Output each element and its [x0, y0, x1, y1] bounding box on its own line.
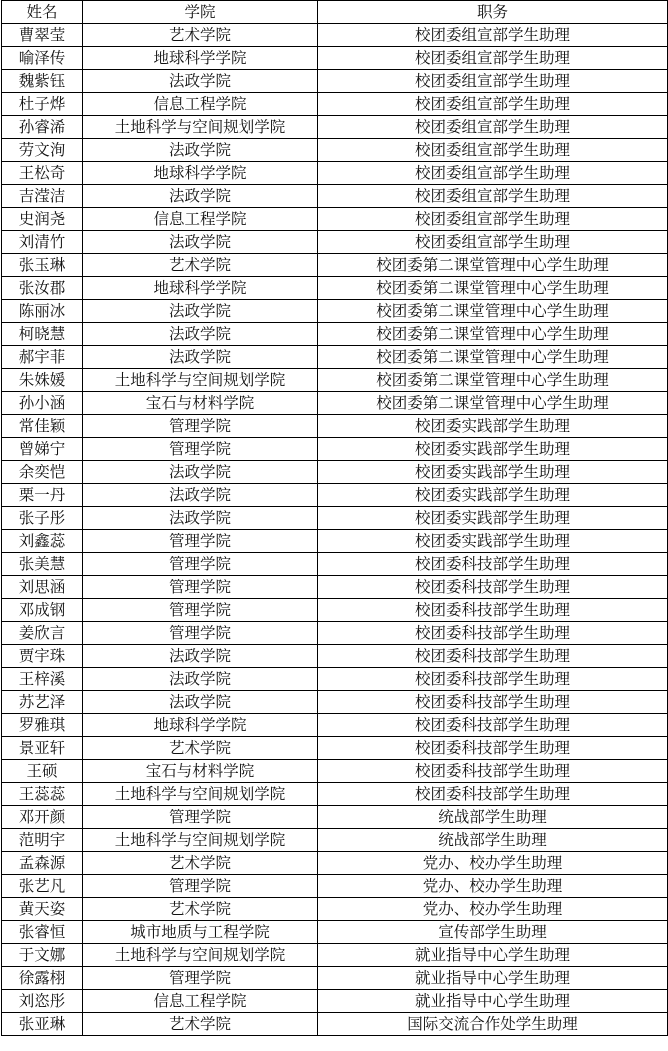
cell-position: 校团委科技部学生助理 [318, 645, 668, 668]
cell-college: 宝石与材料学院 [83, 392, 318, 415]
cell-college: 法政学院 [83, 668, 318, 691]
table-row [2, 24, 668, 47]
cell-position: 校团委第二课堂管理中心学生助理 [318, 323, 668, 346]
cell-name: 张汝郡 [2, 277, 83, 300]
cell-college: 管理学院 [83, 553, 318, 576]
table-row [2, 346, 668, 369]
cell-position: 校团委科技部学生助理 [318, 691, 668, 714]
cell-name: 陈丽冰 [2, 300, 83, 323]
cell-position: 校团委科技部学生助理 [318, 553, 668, 576]
table-row [2, 300, 668, 323]
table-row [2, 944, 668, 967]
cell-name: 曾娣宁 [2, 438, 83, 461]
cell-college: 管理学院 [83, 875, 318, 898]
cell-position: 党办、校办学生助理 [318, 875, 668, 898]
cell-position: 校团委组宣部学生助理 [318, 116, 668, 139]
table-row [2, 1013, 668, 1036]
cell-college: 管理学院 [83, 530, 318, 553]
table-row [2, 921, 668, 944]
cell-name: 曹翠莹 [2, 24, 83, 47]
table-row [2, 668, 668, 691]
table-row [2, 714, 668, 737]
cell-college: 艺术学院 [83, 898, 318, 921]
cell-position: 校团委第二课堂管理中心学生助理 [318, 277, 668, 300]
cell-name: 王松奇 [2, 162, 83, 185]
table-row [2, 231, 668, 254]
cell-name: 邓开颜 [2, 806, 83, 829]
cell-name: 常佳颖 [2, 415, 83, 438]
cell-position: 就业指导中心学生助理 [318, 990, 668, 1013]
table-body [2, 24, 668, 1036]
cell-name: 劳文洵 [2, 139, 83, 162]
cell-position: 统战部学生助理 [318, 806, 668, 829]
cell-name: 刘思涵 [2, 576, 83, 599]
cell-position: 校团委科技部学生助理 [318, 714, 668, 737]
table-row [2, 553, 668, 576]
cell-position: 校团委组宣部学生助理 [318, 162, 668, 185]
table-row [2, 852, 668, 875]
table-row [2, 323, 668, 346]
header-name: 姓名 [2, 1, 83, 24]
cell-name: 罗雅琪 [2, 714, 83, 737]
cell-name: 吉滢洁 [2, 185, 83, 208]
cell-position: 校团委组宣部学生助理 [318, 139, 668, 162]
table-row [2, 93, 668, 116]
cell-name: 孟森源 [2, 852, 83, 875]
table-row [2, 185, 668, 208]
cell-position: 校团委科技部学生助理 [318, 622, 668, 645]
cell-position: 校团委科技部学生助理 [318, 760, 668, 783]
table-row [2, 990, 668, 1013]
cell-college: 土地科学与空间规划学院 [83, 116, 318, 139]
cell-position: 校团委组宣部学生助理 [318, 93, 668, 116]
table-row [2, 254, 668, 277]
cell-name: 张玉琳 [2, 254, 83, 277]
cell-college: 法政学院 [83, 507, 318, 530]
cell-position: 校团委实践部学生助理 [318, 415, 668, 438]
cell-position: 宣传部学生助理 [318, 921, 668, 944]
cell-college: 土地科学与空间规划学院 [83, 829, 318, 852]
cell-name: 栗一丹 [2, 484, 83, 507]
cell-name: 邓成钢 [2, 599, 83, 622]
table-row [2, 438, 668, 461]
cell-college: 管理学院 [83, 438, 318, 461]
cell-name: 史润尧 [2, 208, 83, 231]
cell-college: 法政学院 [83, 691, 318, 714]
cell-position: 校团委科技部学生助理 [318, 576, 668, 599]
table-row [2, 576, 668, 599]
cell-college: 法政学院 [83, 645, 318, 668]
cell-college: 管理学院 [83, 967, 318, 990]
cell-college: 法政学院 [83, 461, 318, 484]
cell-college: 地球科学学院 [83, 714, 318, 737]
cell-name: 贾宇珠 [2, 645, 83, 668]
cell-position: 校团委实践部学生助理 [318, 484, 668, 507]
cell-college: 土地科学与空间规划学院 [83, 369, 318, 392]
cell-college: 地球科学学院 [83, 162, 318, 185]
table-row [2, 70, 668, 93]
table-row [2, 599, 668, 622]
table-row [2, 484, 668, 507]
table-row [2, 530, 668, 553]
cell-name: 张子彤 [2, 507, 83, 530]
cell-position: 校团委第二课堂管理中心学生助理 [318, 346, 668, 369]
table-row [2, 369, 668, 392]
cell-position: 党办、校办学生助理 [318, 852, 668, 875]
cell-position: 就业指导中心学生助理 [318, 967, 668, 990]
cell-position: 党办、校办学生助理 [318, 898, 668, 921]
cell-position: 校团委组宣部学生助理 [318, 231, 668, 254]
table-row [2, 898, 668, 921]
cell-name: 孙睿浠 [2, 116, 83, 139]
cell-college: 法政学院 [83, 70, 318, 93]
header-college: 学院 [83, 1, 318, 24]
cell-position: 校团委实践部学生助理 [318, 507, 668, 530]
cell-position: 校团委第二课堂管理中心学生助理 [318, 300, 668, 323]
cell-college: 法政学院 [83, 300, 318, 323]
cell-name: 于文娜 [2, 944, 83, 967]
cell-college: 管理学院 [83, 415, 318, 438]
cell-position: 校团委组宣部学生助理 [318, 47, 668, 70]
table-row [2, 806, 668, 829]
cell-college: 管理学院 [83, 599, 318, 622]
cell-name: 余奕恺 [2, 461, 83, 484]
table-row [2, 760, 668, 783]
cell-name: 苏艺泽 [2, 691, 83, 714]
cell-college: 艺术学院 [83, 737, 318, 760]
cell-name: 张艺凡 [2, 875, 83, 898]
cell-name: 郝宇菲 [2, 346, 83, 369]
cell-college: 管理学院 [83, 806, 318, 829]
cell-name: 孙小涵 [2, 392, 83, 415]
cell-college: 信息工程学院 [83, 93, 318, 116]
cell-position: 校团委组宣部学生助理 [318, 185, 668, 208]
cell-name: 刘清竹 [2, 231, 83, 254]
table-row [2, 461, 668, 484]
table-header [2, 1, 668, 24]
cell-name: 喻泽传 [2, 47, 83, 70]
table-row [2, 829, 668, 852]
cell-position: 校团委第二课堂管理中心学生助理 [318, 392, 668, 415]
table-row [2, 392, 668, 415]
cell-name: 徐露栩 [2, 967, 83, 990]
cell-college: 法政学院 [83, 185, 318, 208]
cell-name: 张美慧 [2, 553, 83, 576]
cell-name: 刘鑫蕊 [2, 530, 83, 553]
cell-position: 校团委第二课堂管理中心学生助理 [318, 254, 668, 277]
cell-name: 黄天姿 [2, 898, 83, 921]
cell-college: 信息工程学院 [83, 990, 318, 1013]
table-row [2, 783, 668, 806]
cell-position: 校团委组宣部学生助理 [318, 24, 668, 47]
cell-name: 范明宇 [2, 829, 83, 852]
table-row [2, 507, 668, 530]
cell-name: 王硕 [2, 760, 83, 783]
table-row [2, 875, 668, 898]
cell-college: 艺术学院 [83, 24, 318, 47]
cell-position: 统战部学生助理 [318, 829, 668, 852]
cell-position: 校团委科技部学生助理 [318, 668, 668, 691]
cell-name: 张亚琳 [2, 1013, 83, 1036]
table-row [2, 47, 668, 70]
table-row [2, 277, 668, 300]
cell-college: 艺术学院 [83, 254, 318, 277]
cell-name: 王蕊蕊 [2, 783, 83, 806]
header-position: 职务 [318, 1, 668, 24]
table-row [2, 139, 668, 162]
cell-name: 魏紫钰 [2, 70, 83, 93]
table-row [2, 622, 668, 645]
cell-college: 法政学院 [83, 323, 318, 346]
cell-college: 地球科学学院 [83, 47, 318, 70]
table-row [2, 116, 668, 139]
cell-name: 杜子烨 [2, 93, 83, 116]
header-row [2, 1, 668, 24]
cell-name: 刘恣彤 [2, 990, 83, 1013]
cell-name: 张睿恒 [2, 921, 83, 944]
cell-name: 景亚轩 [2, 737, 83, 760]
cell-college: 法政学院 [83, 346, 318, 369]
cell-college: 土地科学与空间规划学院 [83, 944, 318, 967]
table-row [2, 415, 668, 438]
cell-college: 宝石与材料学院 [83, 760, 318, 783]
cell-position: 国际交流合作处学生助理 [318, 1013, 668, 1036]
cell-position: 校团委第二课堂管理中心学生助理 [318, 369, 668, 392]
cell-college: 信息工程学院 [83, 208, 318, 231]
cell-position: 校团委实践部学生助理 [318, 438, 668, 461]
cell-name: 朱姝媛 [2, 369, 83, 392]
table-row [2, 737, 668, 760]
cell-name: 姜欣言 [2, 622, 83, 645]
table-row [2, 691, 668, 714]
cell-position: 校团委组宣部学生助理 [318, 70, 668, 93]
cell-position: 校团委科技部学生助理 [318, 599, 668, 622]
cell-college: 艺术学院 [83, 852, 318, 875]
cell-college: 土地科学与空间规划学院 [83, 783, 318, 806]
cell-position: 校团委科技部学生助理 [318, 783, 668, 806]
assistant-roster-table [1, 0, 668, 1036]
table-row [2, 208, 668, 231]
cell-position: 就业指导中心学生助理 [318, 944, 668, 967]
cell-position: 校团委实践部学生助理 [318, 530, 668, 553]
cell-name: 王梓溪 [2, 668, 83, 691]
table-row [2, 162, 668, 185]
cell-college: 法政学院 [83, 484, 318, 507]
table-row [2, 967, 668, 990]
cell-position: 校团委科技部学生助理 [318, 737, 668, 760]
cell-college: 地球科学学院 [83, 277, 318, 300]
table-row [2, 645, 668, 668]
cell-college: 法政学院 [83, 231, 318, 254]
cell-college: 管理学院 [83, 622, 318, 645]
cell-college: 艺术学院 [83, 1013, 318, 1036]
cell-college: 城市地质与工程学院 [83, 921, 318, 944]
cell-college: 管理学院 [83, 576, 318, 599]
cell-name: 柯晓慧 [2, 323, 83, 346]
cell-position: 校团委组宣部学生助理 [318, 208, 668, 231]
cell-position: 校团委实践部学生助理 [318, 461, 668, 484]
cell-college: 法政学院 [83, 139, 318, 162]
